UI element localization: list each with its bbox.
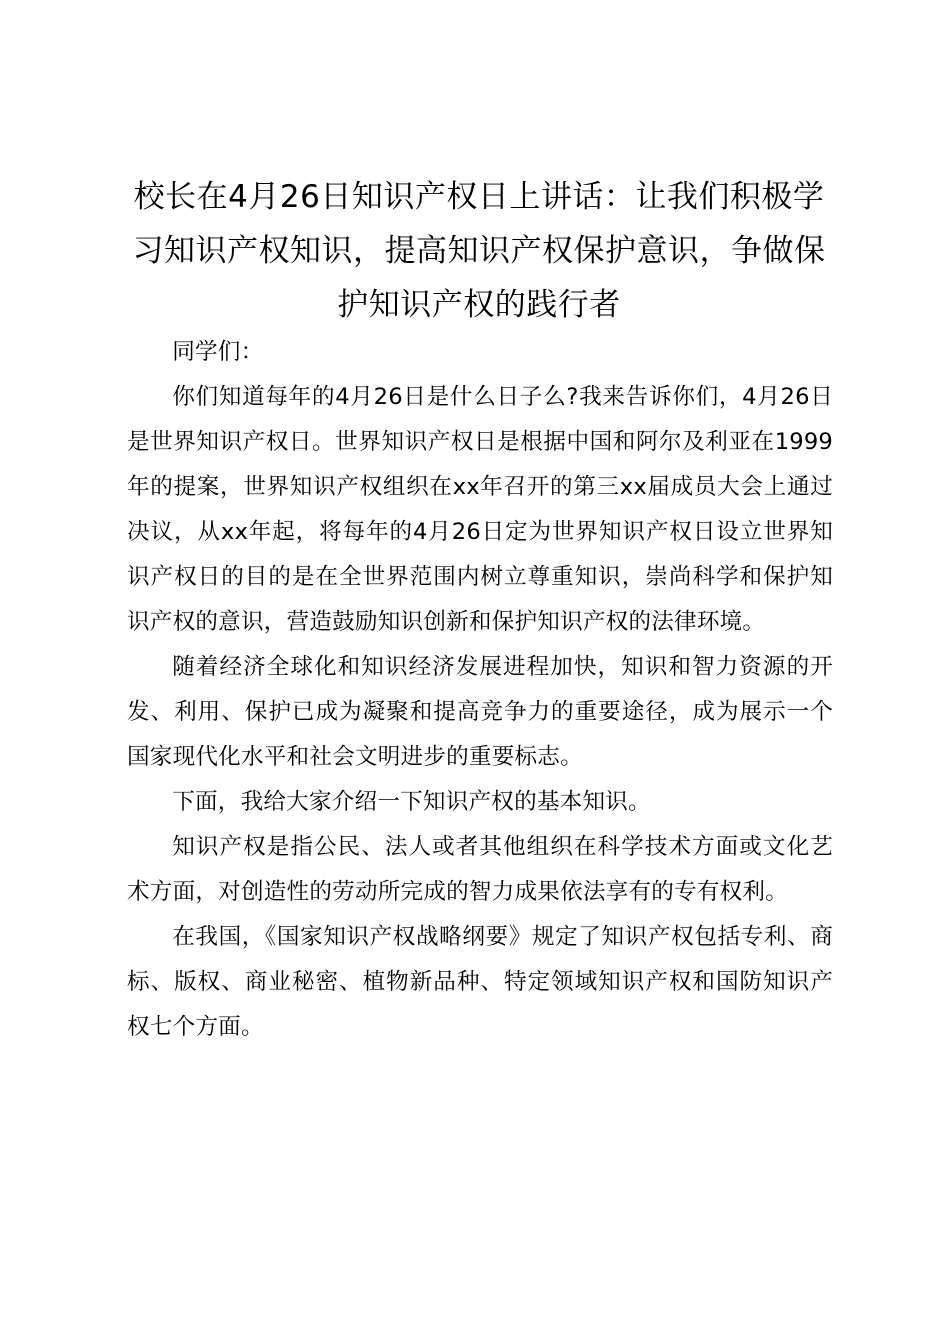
salutation: 同学们： bbox=[172, 339, 264, 365]
paragraph: 你们知道每年的4月26日是什么日子么?我来告诉你们，4月26日是世界知识产权日。世界知识产权日是根据中国和阿尔及利亚在1999年的提案，世界知识产权组织在xx年召开的第三xx届成员大会上通过决议，从xx年起，将每年的4月26日定为世界知识产权日设立世界知识产权日的目的是在全世界范围内树立尊重知识，崇尚科学和保护知识产权的意识，营造鼓励知识创新和保护知识产权的法律环境。 bbox=[127, 384, 833, 635]
document-body bbox=[127, 330, 833, 1050]
document-title: 校长在4月26日知识产权日上讲话：让我们积极学习知识产权知识，提高知识产权保护意识，争做保护知识产权的践行者 bbox=[132, 179, 826, 323]
paragraph: 在我国，《国家知识产权战略纲要》规定了知识产权包括专利、商标、版权、商业秘密、植物新品种、特定领域知识产权和国防知识产权七个方面。 bbox=[127, 924, 833, 1040]
paragraph: 知识产权是指公民、法人或者其他组织在科学技术方面或文化艺术方面，对创造性的劳动所完成的智力成果依法享有的专有权利。 bbox=[127, 834, 833, 905]
paragraph: 随着经济全球化和知识经济发展进程加快，知识和智力资源的开发、利用、保护已成为凝聚和提高竞争力的重要途径，成为展示一个国家现代化水平和社会文明进步的重要标志。 bbox=[127, 654, 833, 770]
paragraph: 下面，我给大家介绍一下知识产权的基本知识。 bbox=[172, 789, 651, 815]
